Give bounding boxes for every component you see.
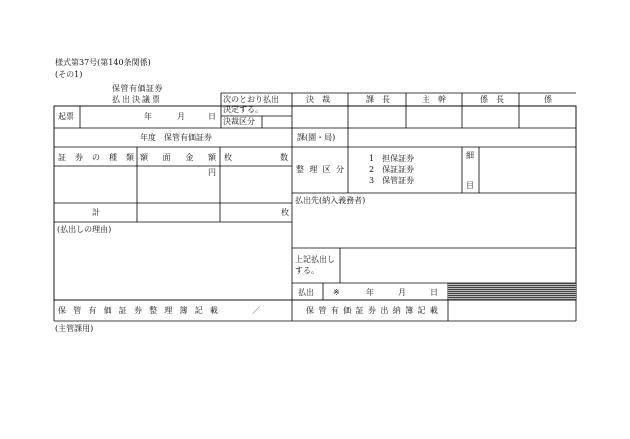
register-left: 保 管 有 価 証 券 整 理 簿 記 載 [58, 306, 218, 315]
payout-month: 月 [398, 288, 406, 297]
col-sheet-count: 枚 数 [224, 153, 288, 162]
decision-class-label: 決裁区分 [223, 117, 255, 126]
kakaricho-label: 係 長 [480, 95, 504, 104]
dept-label: 課(園・局) [297, 133, 336, 142]
sub-number: (その1) [55, 70, 83, 79]
payee-label: 払出先(納入義務者) [295, 196, 366, 205]
col-securities-type: 証 券 の 種 類 [58, 153, 134, 162]
register-right: 保 管 有 価 証 券 出 納 簿 記 載 [306, 306, 438, 315]
title-line1: 保管有価証券 [112, 84, 163, 93]
draft-month: 月 [177, 112, 185, 121]
draft-day: 日 [208, 112, 216, 121]
reason-label: (払出しの理由) [57, 225, 112, 234]
fiscal-label: 年度 保管有価証券 [140, 133, 212, 142]
total-label: 計 [92, 208, 100, 217]
classification-option-2: 2 保証証券 [369, 165, 415, 174]
restricted-hatched-cell [448, 283, 576, 300]
title-line2: 払出決議票 [112, 95, 162, 104]
register-slash: ／ [252, 306, 260, 315]
draft-label: 起票 [58, 112, 74, 121]
classification-option-1: 1 担保証券 [369, 154, 415, 163]
itemize-top: 細 [466, 151, 474, 160]
notice-line2: 決定する。 [223, 105, 263, 114]
yen-unit: 円 [208, 168, 216, 177]
notice-line1: 次のとおり払出 [223, 95, 279, 104]
confirm-line2: する。 [295, 266, 319, 275]
classification-label: 整 理 区 分 [296, 165, 344, 174]
footer-note: (主管課用) [55, 324, 94, 333]
draft-year: 年 [144, 112, 152, 121]
classification-option-3: 3 保管証券 [369, 176, 415, 185]
kakari-label: 係 [544, 95, 552, 104]
payout-day: 日 [430, 288, 438, 297]
confirm-line1: 上記払出し [295, 255, 335, 264]
kessai-label: 決 裁 [306, 95, 330, 104]
col-face-amount: 額 面 金 額 [140, 153, 216, 162]
itemize-bottom: 目 [466, 181, 474, 190]
payout-mark: ※ [333, 288, 340, 297]
shukan-label: 主 幹 [422, 95, 446, 104]
payout-label: 払出 [298, 288, 314, 297]
form-number: 様式第37号(第140条関係) [55, 58, 151, 67]
kacho-label: 課 長 [366, 95, 390, 104]
payout-year: 年 [366, 288, 374, 297]
sheets-unit: 枚 [281, 208, 289, 217]
